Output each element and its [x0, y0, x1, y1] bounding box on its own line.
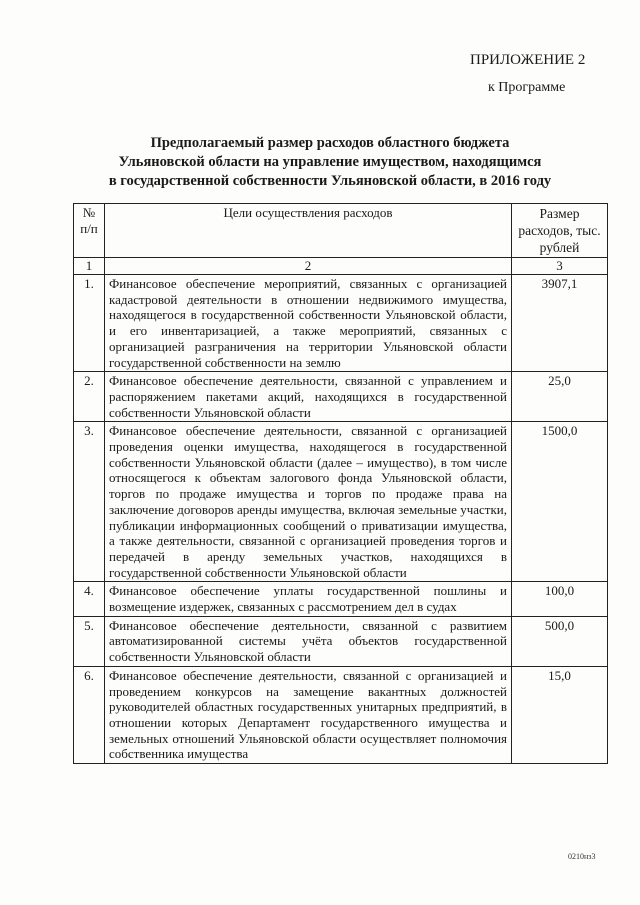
expenses-table	[73, 203, 608, 764]
table-row	[74, 582, 608, 616]
row-amount: 100,0	[512, 582, 608, 616]
row-amount: 15,0	[512, 666, 608, 763]
table-header-row	[74, 204, 608, 258]
document-title	[60, 134, 600, 191]
row-goal: Финансовое обеспечение мероприятий, связанных с организацией кадастровой деятельности в отношении недвижимого имущества, находящегося в государственной собственности Ульяновской области, и его инвентаризацией, а также мероприятий, связанных с организацией разграничения на территории Ульяновской области государственной собственности на землю	[105, 275, 512, 372]
appendix-program: к Программе	[488, 80, 566, 95]
row-number: 5.	[74, 616, 105, 666]
row-number: 3.	[74, 422, 105, 582]
header-amount: Размер расходов, тыс. рублей	[512, 204, 608, 258]
document-code: 0210нз3	[568, 852, 596, 861]
row-number: 2.	[74, 372, 105, 422]
appendix-label: ПРИЛОЖЕНИЕ 2	[470, 52, 586, 68]
row-goal: Финансовое обеспечение уплаты государственной пошлины и возмещение издержек, связанных с рассмотрением дел в судах	[105, 582, 512, 616]
row-number: 4.	[74, 582, 105, 616]
appendix-heading	[470, 50, 620, 98]
row-goal: Финансовое обеспечение деятельности, связанной с организацией и проведением конкурсов на замещение вакантных должностей руководителей областных государственных унитарных предприятий, в отношении которых Департамент государственного имущества и земельных отношений Ульяновской области осуществляет полномочия собственника имущества	[105, 666, 512, 763]
table-row	[74, 666, 608, 763]
row-number: 6.	[74, 666, 105, 763]
table-row	[74, 275, 608, 372]
title-line-1: Предполагаемый размер расходов областного бюджета	[150, 135, 510, 151]
row-amount: 25,0	[512, 372, 608, 422]
table-row	[74, 422, 608, 582]
title-line-3: в государственной собственности Ульяновской области, в 2016 году	[108, 173, 552, 189]
header-goal: Цели осуществления расходов	[105, 204, 512, 258]
row-goal: Финансовое обеспечение деятельности, связанной с развитием автоматизированной системы учёта объектов государственной собственности Ульяновской области	[105, 616, 512, 666]
column-index-row	[74, 258, 608, 275]
row-amount: 1500,0	[512, 422, 608, 582]
column-index: 1	[74, 258, 105, 275]
row-goal: Финансовое обеспечение деятельности, связанной с организацией проведения оценки имущества, находящегося в государственной собственности Ульяновской области (далее – имущество), в том числе относящегося к объектам залогового фонда Ульяновской области, торгов по продаже имущества и торгов по продаже права на заключение договоров аренды имущества, включая земельные участки, публикации информационных сообщений о приватизации имущества, а также деятельности, связанной с организацией проведения торгов и передачей в аренду земельных участков, находящихся в государственной собственности Ульяновской области	[105, 422, 512, 582]
row-amount: 3907,1	[512, 275, 608, 372]
row-amount: 500,0	[512, 616, 608, 666]
table-row	[74, 616, 608, 666]
row-goal: Финансовое обеспечение деятельности, связанной с управлением и распоряжением пакетами акций, находящихся в государственной собственности Ульяновской области	[105, 372, 512, 422]
row-number: 1.	[74, 275, 105, 372]
header-number: № п/п	[74, 204, 105, 258]
column-index: 2	[105, 258, 512, 275]
column-index: 3	[512, 258, 608, 275]
table-row	[74, 372, 608, 422]
title-line-2: Ульяновской области на управление имуществом, находящимся	[118, 154, 542, 170]
